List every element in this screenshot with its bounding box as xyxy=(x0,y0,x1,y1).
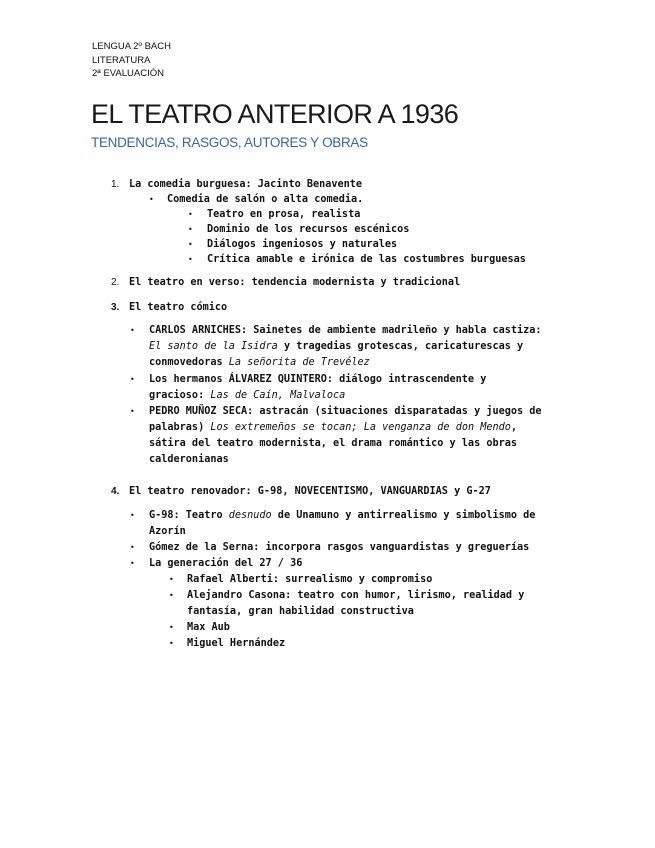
munoz-line-4: calderonianas xyxy=(149,454,229,465)
munoz-line-1: PEDRO MUÑOZ SECA: astracán (situaciones disparatadas y juegos de xyxy=(149,406,542,417)
munoz-line-2 xyxy=(149,420,517,435)
bullet-icon: • xyxy=(130,326,135,335)
bullet-icon: • xyxy=(188,240,193,249)
work-title: Las de Caín, Malvaloca xyxy=(210,390,346,401)
section-number: 1. xyxy=(111,179,120,190)
hernandez-item: Miguel Hernández xyxy=(187,638,286,649)
bullet-icon: • xyxy=(169,591,174,600)
header-course: LENGUA 2º BACH xyxy=(92,41,171,52)
work-title: La venganza de don Mendo xyxy=(363,422,511,433)
quintero-text: gracioso: xyxy=(149,390,211,401)
work-title: Los extremeños se tocan xyxy=(210,422,352,433)
section-heading-teatro-renovador: El teatro renovador: G-98, NOVECENTISMO, VANGUARDIAS y G-27 xyxy=(129,486,491,497)
arniches-text: y tragedias grotescas, caricaturescas y xyxy=(277,341,524,352)
bullet-icon: • xyxy=(149,195,154,204)
aub-item: Max Aub xyxy=(187,622,230,633)
list-item: Dominio de los recursos escénicos xyxy=(207,224,410,235)
bullet-icon: • xyxy=(188,210,193,219)
list-item: Teatro en prosa, realista xyxy=(207,209,361,220)
g98-text: G-98: Teatro xyxy=(149,510,229,521)
arniches-text: conmovedoras xyxy=(149,357,229,368)
gomez-de-la-serna-item: Gómez de la Serna: incorpora rasgos vanguardistas y greguerías xyxy=(149,542,530,553)
bullet-icon: • xyxy=(188,255,193,264)
bullet-icon: • xyxy=(130,375,135,384)
alberti-item: Rafael Alberti: surrealismo y compromiso xyxy=(187,574,433,585)
g98-text: de Unamuno y antirrealismo y simbolismo de xyxy=(271,510,536,521)
header-subject: LITERATURA xyxy=(92,54,151,66)
arniches-line-2 xyxy=(149,339,523,354)
bullet-icon: • xyxy=(130,407,135,416)
list-item: Diálogos ingeniosos y naturales xyxy=(207,239,398,250)
bullet-icon: • xyxy=(169,623,174,632)
list-item: Crítica amable e irónica de las costumbres burguesas xyxy=(207,254,526,265)
arniches-line-1: CARLOS ARNICHES: Sainetes de ambiente madrileño y habla castiza: xyxy=(149,325,542,336)
arniches-line-3 xyxy=(149,355,370,370)
document-subtitle: TENDENCIAS, RASGOS, AUTORES Y OBRAS xyxy=(91,135,368,150)
work-title: El santo de la Isidra xyxy=(149,341,278,352)
munoz-line-3: sátira del teatro modernista, el drama romántico y las obras xyxy=(149,438,518,449)
bullet-icon: • xyxy=(169,575,174,584)
casona-line-2: fantasía, gran habilidad constructiva xyxy=(187,606,414,617)
document-header xyxy=(92,40,171,81)
quintero-line-2 xyxy=(149,388,345,403)
work-separator: ; xyxy=(351,422,364,433)
generacion-27-item: La generación del 27 / 36 xyxy=(149,558,303,569)
work-title: La señorita de Trevélez xyxy=(228,357,370,368)
emphasis-text: desnudo xyxy=(228,510,272,521)
list-item: Comedia de salón o alta comedia. xyxy=(167,194,364,205)
bullet-icon: • xyxy=(130,511,135,520)
section-number: 2. xyxy=(111,277,120,288)
bullet-icon: • xyxy=(188,225,193,234)
bullet-icon: • xyxy=(130,543,135,552)
quintero-line-1: Los hermanos ÁLVAREZ QUINTERO: diálogo intrascendente y xyxy=(149,374,487,385)
section-heading-comedia-burguesa: La comedia burguesa: Jacinto Benavente xyxy=(129,179,363,190)
casona-line-1: Alejandro Casona: teatro con humor, lirismo, realidad y xyxy=(187,590,525,601)
munoz-text: palabras) xyxy=(149,422,211,433)
bullet-icon: • xyxy=(169,639,174,648)
section-number: 4. xyxy=(111,486,120,497)
section-number: 3. xyxy=(111,302,120,313)
section-heading-teatro-comico: El teatro cómico xyxy=(129,302,228,313)
g98-line-1 xyxy=(149,508,535,523)
document-title: EL TEATRO ANTERIOR A 1936 xyxy=(91,99,459,129)
g98-line-2: Azorín xyxy=(149,526,186,537)
header-term: 2ª EVALUACIÓN xyxy=(92,68,164,79)
munoz-text: , xyxy=(510,422,518,433)
section-heading-teatro-verso: El teatro en verso: tendencia modernista y tradicional xyxy=(129,277,461,288)
bullet-icon: • xyxy=(130,559,135,568)
